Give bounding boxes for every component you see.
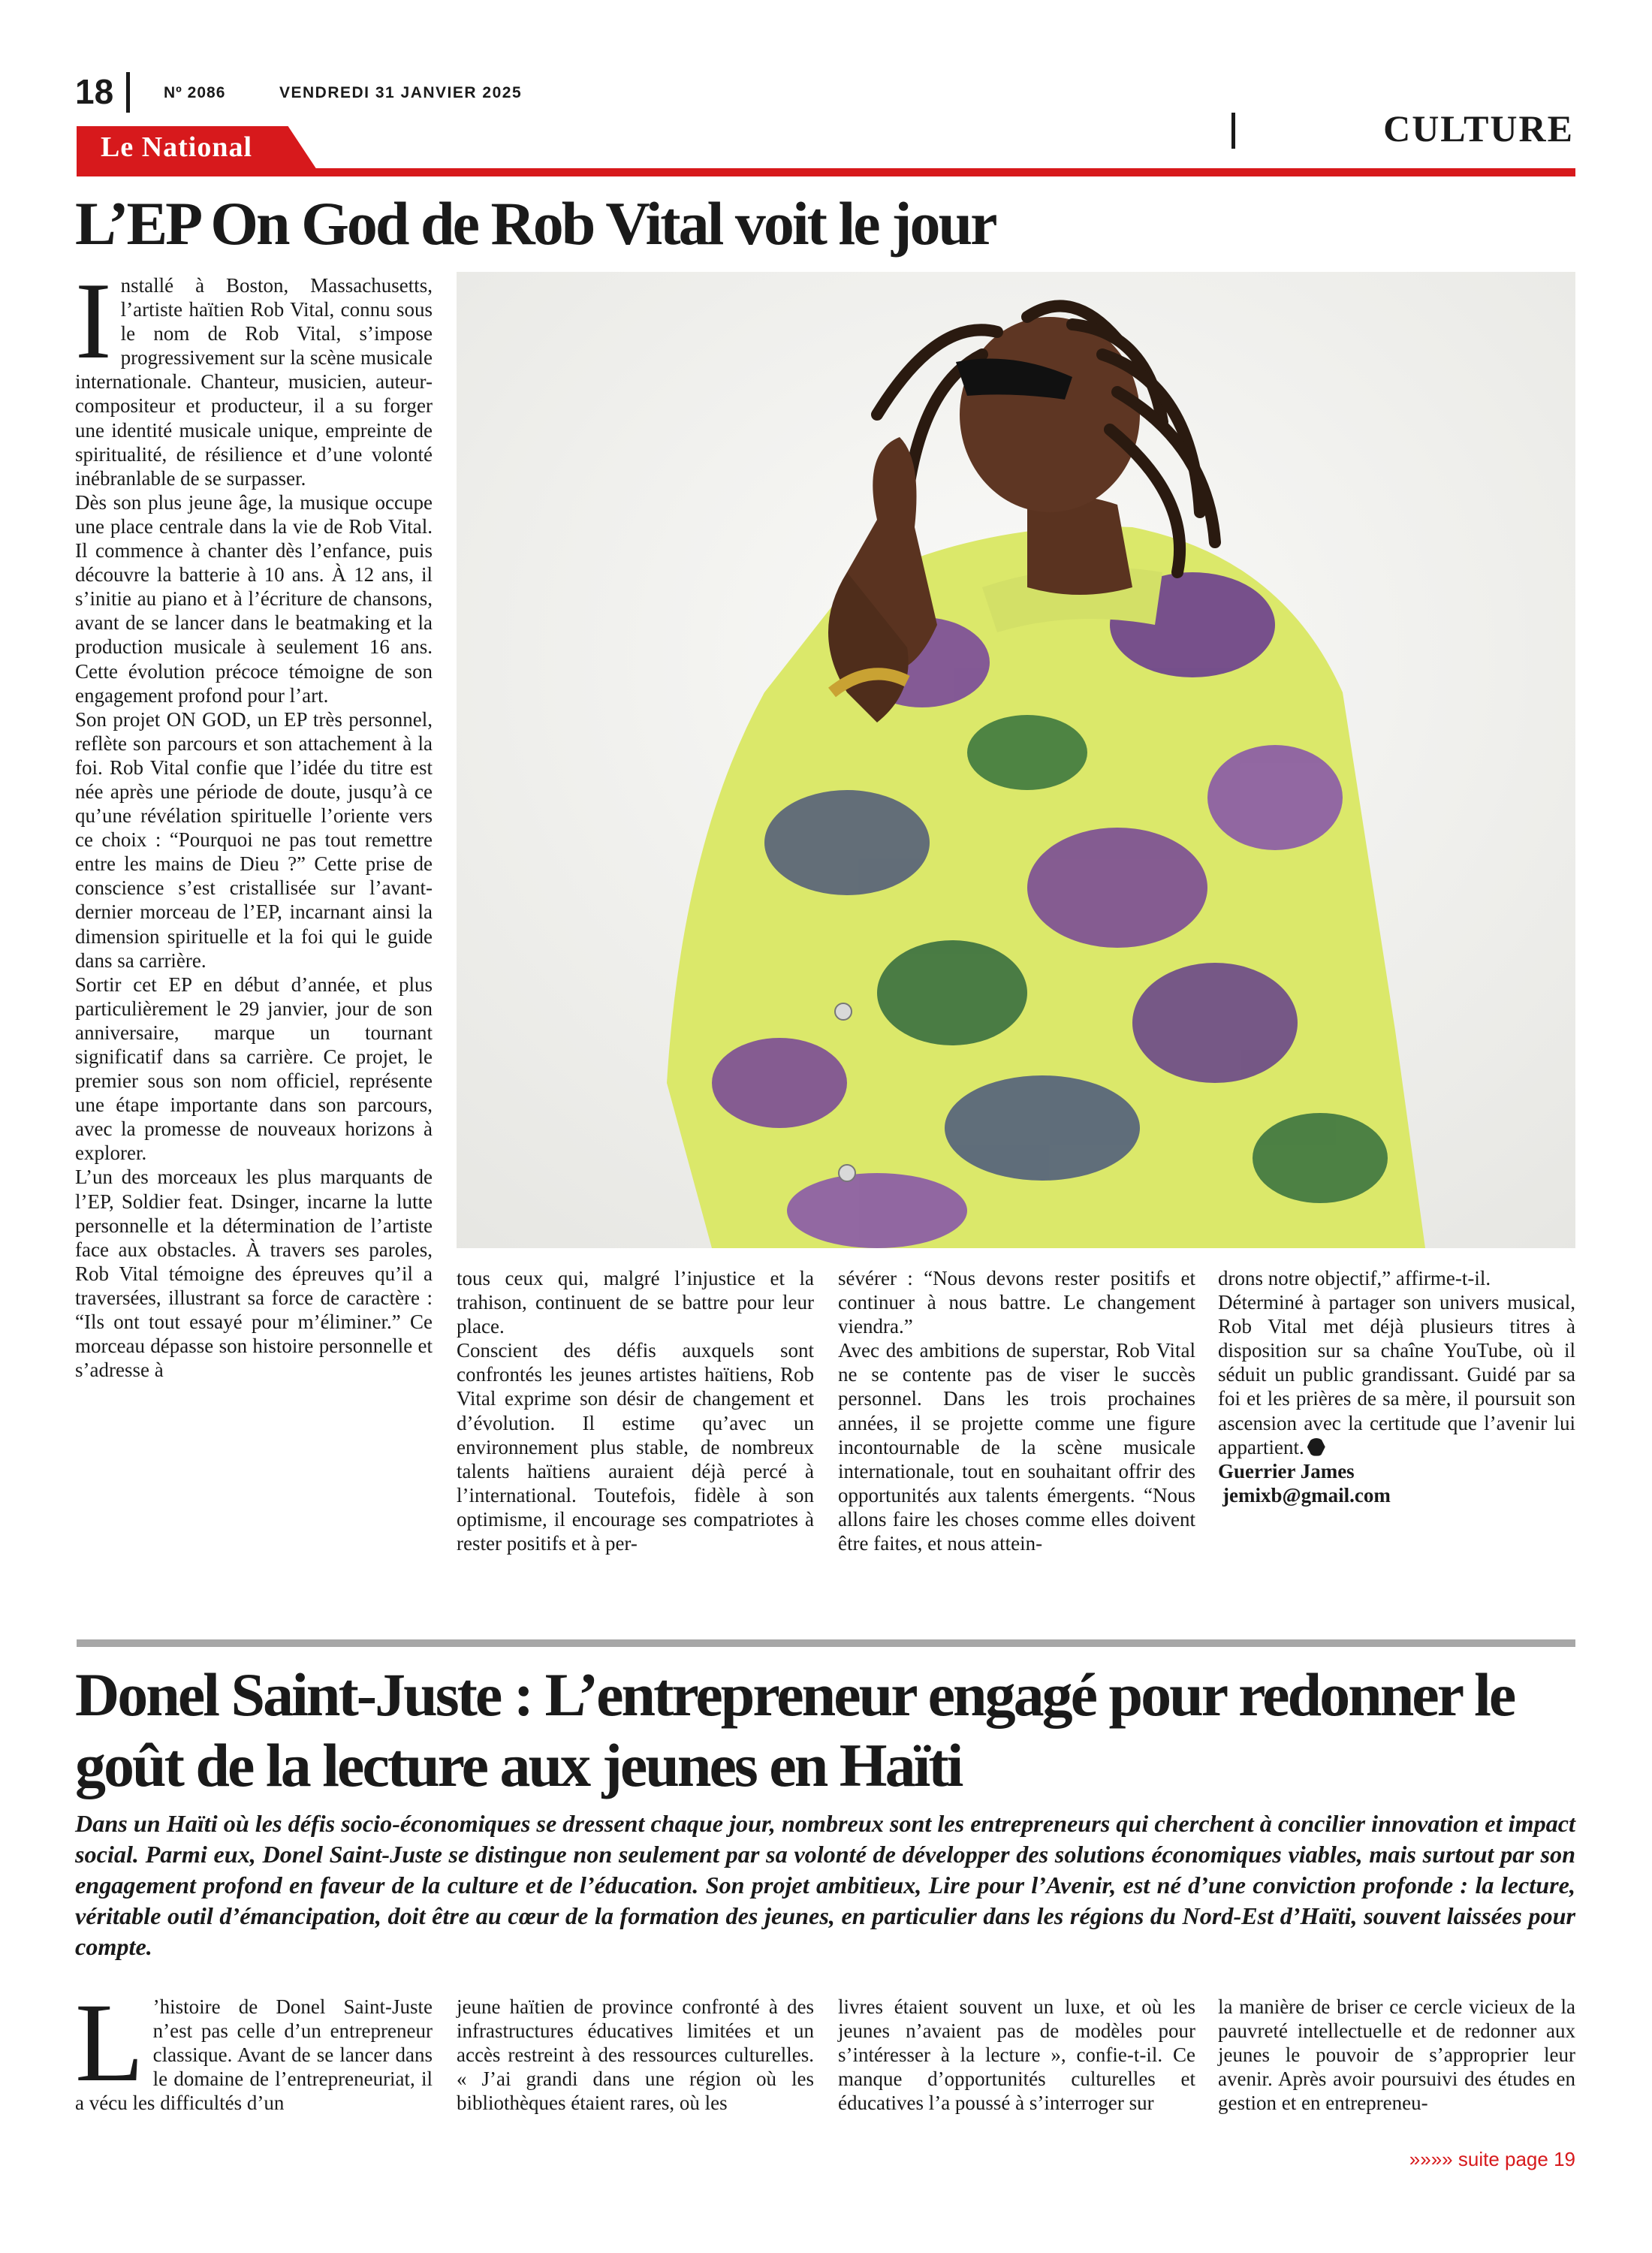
article1-column-1: [75, 260, 433, 1610]
continued-link[interactable]: »»»» suite page 19: [1409, 2148, 1575, 2170]
article2-column-3: [838, 1995, 1195, 2115]
issue-date: VENDREDI 31 JANVIER 2025: [279, 84, 523, 101]
article2-dropcap: L: [75, 1980, 144, 2105]
page-number-divider: [126, 72, 130, 113]
article1-column-4: [1218, 1266, 1575, 1507]
article2-column-2: [457, 1995, 814, 2115]
article1-paragraph: Avec des ambitions de superstar, Rob Vital ne se contente pas de viser le succès personnel. Dans les trois prochaines années, il se projette comme une figure incontournable de la scène musicale internationale, tout en souhaitant offrir des opportunités aux talents émergents. “Nous allons faire les choses comme elles doivent être faites, et nous attein-: [838, 1339, 1195, 1555]
article1-author: Guerrier James: [1218, 1459, 1355, 1482]
page-number: 18: [75, 72, 114, 111]
article1-column-2: [457, 1266, 814, 1555]
article1-paragraph: Conscient des défis auxquels sont confrontés les jeunes artistes haïtiens, Rob Vital exprime son désir de changement et d’évolution. Il estime qu’avec un environnement plus stable, de nombreux talents haïtiens auraient déjà percé à l’international. Toutefois, fidèle à son optimisme, il encourage ses compatriotes à rester positifs et à per-: [457, 1339, 814, 1555]
article1-paragraph: Son projet ON GOD, un EP très personnel, reflète son parcours et son attachement à la foi. Rob Vital confie que l’idée du titre est née après une période de doute, jusqu’à ce qu’une révélation spirituelle l’oriente vers ce choix : “Pourquoi ne pas tout remettre entre les mains de Dieu ?” Cette prise de conscience s’est cristallisée sur l’avant-dernier morceau de l’EP, incarnant ainsi la dimension spirituelle et la foi qui le guide dans sa carrière.: [75, 707, 433, 972]
article2-paragraph: livres étaient souvent un luxe, et où les jeunes n’avaient pas de modèles pour s’intéresser à la lecture », confie-t-il. Ce manque d’opportunités culturelles et éducatives l’a poussé à s’interroger sur: [838, 1995, 1195, 2115]
section-title: CULTURE: [1383, 107, 1574, 149]
article1-column-3: [838, 1266, 1195, 1555]
end-of-article-icon: [1307, 1438, 1325, 1456]
article1-paragraph: nstallé à Boston, Massachusetts, l’artiste haïtien Rob Vital, connu sous le nom de Rob Vital, s’impose progressivement sur la scène musicale internationale. Chanteur, musicien, auteur-compositeur et producteur, il a su forger une identité musicale unique, empreinte de spiritualité, de résilience et d’une volonté inébranlable de se surpasser.: [75, 274, 433, 490]
article2-column-1: [75, 1980, 433, 2115]
article1-paragraph: L’un des morceaux les plus marquants de l’EP, Soldier feat. Dsinger, incarne la lutte personnelle et la détermination de l’artiste face aux obstacles. À travers ses paroles, Rob Vital témoigne des épreuves qu’il a traversées, illustrant sa force de caractère : “Ils ont tout essayé pour m’éliminer.” Ce morceau dépasse son histoire personnelle et s’adresse à: [75, 1166, 433, 1382]
article1-paragraph: Déterminé à partager son univers musical, Rob Vital met déjà plusieurs titres à disposition sur sa chaîne YouTube, où il séduit un public grandissant. Guidé par sa foi et les prières de sa mère, il poursuit son ascension avec la certitude que l’avenir lui appartient.: [1218, 1291, 1575, 1458]
article2-paragraph: la manière de briser ce cercle vicieux de la pauvreté intellectuelle et de redonner aux jeunes le pouvoir de s’approprier leur avenir. Après avoir poursuivi des études en gestion et en entrepreneu-: [1218, 1995, 1575, 2115]
header-rule: [77, 168, 1575, 176]
section-divider: [1231, 113, 1235, 149]
article1-headline: L’EP On God de Rob Vital voit le jour: [75, 189, 996, 258]
article2-paragraph: ’histoire de Donel Saint-Juste n’est pas celle d’un entrepreneur classique. Avant de se lancer dans le domaine de l’entrepreneuriat, il a vécu les difficultés d’un: [75, 1995, 433, 2115]
brand-logo-text: Le National: [101, 131, 253, 163]
article2-paragraph: jeune haïtien de province confronté à des infrastructures éducatives limitées et un accès restreint à des ressources culturelles. « J’ai grandi dans une région où les bibliothèques étaient rares, où les: [457, 1995, 814, 2115]
article1-paragraph: drons notre objectif,” affirme-t-il.: [1218, 1267, 1491, 1289]
article-separator: [77, 1639, 1575, 1647]
photo-rob-vital-icon: [457, 272, 1575, 1248]
article1-paragraph: sévérer : “Nous devons rester positifs et continuer à nous battre. Le changement viendra.”: [838, 1267, 1195, 1338]
article1-paragraph: tous ceux qui, malgré l’injustice et la trahison, continuent de se battre pour leur place.: [457, 1267, 814, 1338]
article1-paragraph: Dès son plus jeune âge, la musique occupe une place centrale dans la vie de Rob Vital. Il commence à chanter dès l’enfance, puis découvre la batterie à 10 ans. À 12 ans, il s’initie au piano et à l’écriture de chansons, avant de se lancer dans le beatmaking et la production musicale à seulement 16 ans. Cette évolution précoce témoigne de son engagement profond pour l’art.: [75, 490, 433, 707]
article2-headline: Donel Saint-Juste : L’entrepreneur engagé pour redonner le goût de la lecture aux jeunes en Haïti: [75, 1660, 1515, 1799]
article1-paragraph: Sortir cet EP en début d’année, et plus particulièrement le 29 janvier, jour de son anniversaire, marque un tournant significatif dans sa carrière. Ce projet, le premier sous son nom officiel, représente une étape importante dans son parcours, avec la promesse de nouveaux horizons à explorer.: [75, 973, 433, 1165]
article2-lead: Dans un Haïti où les défis socio-économiques se dressent chaque jour, nombreux sont les entrepreneurs qui cherchent à concilier innovation et impact social. Parmi eux, Donel Saint-Juste se distingue non seulement par sa volonté de développer des solutions économiques viables, mais surtout par son engagement profond en faveur de la culture et de l’éducation. Son projet ambitieux, Lire pour l’Avenir, est né d’une conviction profonde : la lecture, véritable outil d’émancipation, doit être au cœur de la formation des jeunes, en particulier dans les régions du Nord-Est d’Haïti, souvent laissées pour compte.: [75, 1810, 1575, 1960]
article1-photo: [457, 272, 1575, 1248]
issue-number: Nº 2086: [164, 84, 226, 101]
article2-column-4: [1218, 1995, 1575, 2115]
article1-author-email[interactable]: jemixb@gmail.com: [1222, 1483, 1391, 1507]
article1-dropcap: I: [75, 260, 112, 382]
